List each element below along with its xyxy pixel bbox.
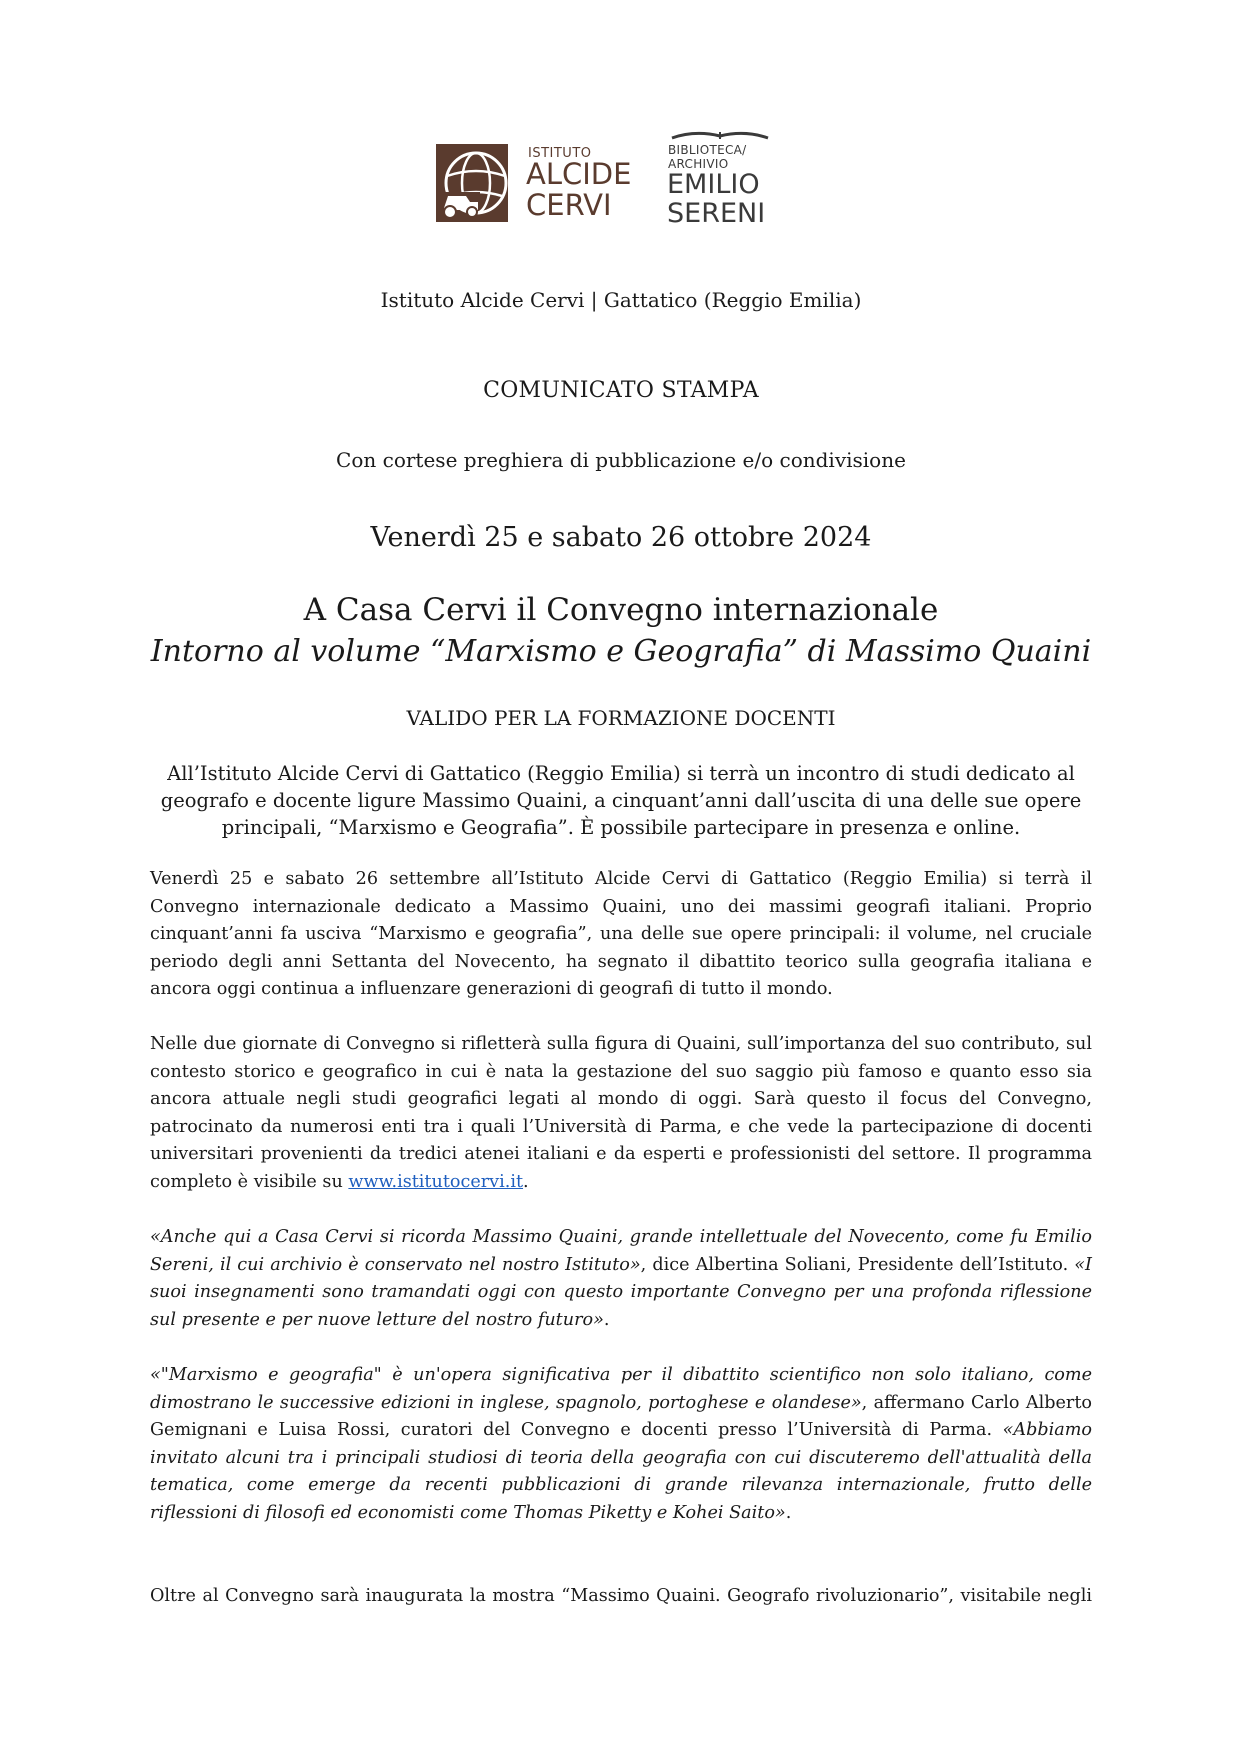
logo-sereni-line2: ARCHIVIO	[668, 157, 729, 171]
logo-sereni-line3: EMILIO	[667, 169, 760, 200]
body-paragraph-2	[150, 1031, 1092, 1197]
paragraph-3-end: .	[603, 1309, 610, 1330]
press-release-title: A Casa Cervi il Convegno internazionale	[303, 592, 939, 628]
curators-quote-2: «Abbiamo invitato alcuni tra i principali studiosi di teoria della geografia con cui discuteremo dell'attualità della tematica, come emerge da recenti pubblicazioni di grande rilevanza internazionale, frutto delle riflessioni di filosofi ed economisti come Thomas Piketty e Kohei Saito»	[150, 1420, 1092, 1523]
logo-cervi-line1: ISTITUTO	[528, 146, 592, 161]
website-link[interactable]: www.istitutocervi.it	[348, 1171, 524, 1192]
soliani-quote-2: «I suoi insegnamenti sono tramandati oggi con questo importante Convegno per una profonda riflessione sul presente e per nuove letture del nostro futuro»	[150, 1254, 1093, 1330]
curators-quote-1: «"Marxismo e geografia" è un'opera significativa per il dibattito scientifico non solo italiano, come dimostrano le successive edizioni in inglese, spagnolo, portoghese e olandese»	[150, 1365, 1092, 1413]
soliani-attribution: , dice Albertina Soliani, Presidente dell’Istituto.	[640, 1254, 1075, 1275]
organization-header: Istituto Alcide Cervi | Gattatico (Reggio Emilia)	[380, 288, 862, 312]
logo-cervi-line2: ALCIDE	[526, 157, 632, 191]
logo-sereni-line1: BIBLIOTECA/	[668, 143, 747, 157]
body-paragraph-3	[150, 1224, 1092, 1334]
logo-bar	[0, 138, 1242, 238]
lead-paragraph: All’Istituto Alcide Cervi di Gattatico (Reggio Emilia) si terrà un incontro di studi dedicato al geografo e docente ligure Massimo Quaini, a cinquant’anni dall’uscita di una delle sue opere principali, “Marxismo e Geografia”. È possibile partecipare in presenza e online.	[160, 762, 1082, 839]
paragraph-2-text: Nelle due giornate di Convegno si rifletterà sulla figura di Quaini, sull’importanza del suo contributo, sul contesto storico e geografico in cui è nata la gestazione del suo saggio più famoso e quanto esso sia ancora attuale negli studi geografici legati al mondo di oggi. Sarà questo il focus del Convegno, patrocinato da numerosi enti tra i quali l’Università di Parma, e che vede la partecipazione di docenti universitari provenienti da tredici atenei italiani e da esperti e professionisti del settore. Il programma completo è visibile su	[150, 1034, 1092, 1192]
logo-sereni-line4: SERENI	[667, 198, 766, 229]
istituto-cervi-logo	[436, 138, 632, 222]
teacher-training-notice: VALIDO PER LA FORMAZIONE DOCENTI	[406, 706, 836, 730]
press-release-subtitle: Intorno al volume “Marxismo e Geografia” di Massimo Quaini	[150, 634, 1092, 669]
globe-tractor-icon	[436, 138, 522, 222]
paragraph-4-end: .	[785, 1502, 792, 1523]
logo-cervi-line3: CERVI	[526, 188, 612, 222]
biblioteca-sereni-logo	[668, 138, 798, 230]
body-paragraph-4	[150, 1362, 1092, 1528]
body-paragraph-1: Venerdì 25 e sabato 26 settembre all’Istituto Alcide Cervi di Gattatico (Reggio Emilia) si terrà il Convegno internazionale dedicato a Massimo Quaini, uno dei massimi geografi italiani. Proprio cinquant’anni fa usciva “Marxismo e geografia”, una delle sue opere principali: il volume, nel cruciale periodo degli anni Settanta del Novecento, ha segnato il dibattito teorico sulla geografia italiana e ancora oggi continua a influenzare generazioni di geografi di tutto il mondo.	[150, 869, 1092, 1000]
event-date: Venerdì 25 e sabato 26 ottobre 2024	[370, 522, 872, 553]
paragraph-2-end: .	[523, 1171, 529, 1192]
open-book-icon	[670, 130, 770, 140]
soliani-quote-1: «Anche qui a Casa Cervi si ricorda Massimo Quaini, grande intellettuale del Novecento, come fu Emilio Sereni, il cui archivio è conservato nel nostro Istituto»	[150, 1227, 1092, 1275]
curators-attribution: , affermano Carlo Alberto Gemignani e Luisa Rossi, curatori del Convegno e docenti presso l’Università di Parma.	[150, 1392, 1092, 1441]
document-type: COMUNICATO STAMPA	[483, 378, 759, 403]
publication-request: Con cortese preghiera di pubblicazione e/o condivisione	[336, 448, 906, 472]
body-paragraph-5: Oltre al Convegno sarà inaugurata la mostra “Massimo Quaini. Geografo rivoluzionario”, visitabile negli	[150, 1586, 1092, 1606]
